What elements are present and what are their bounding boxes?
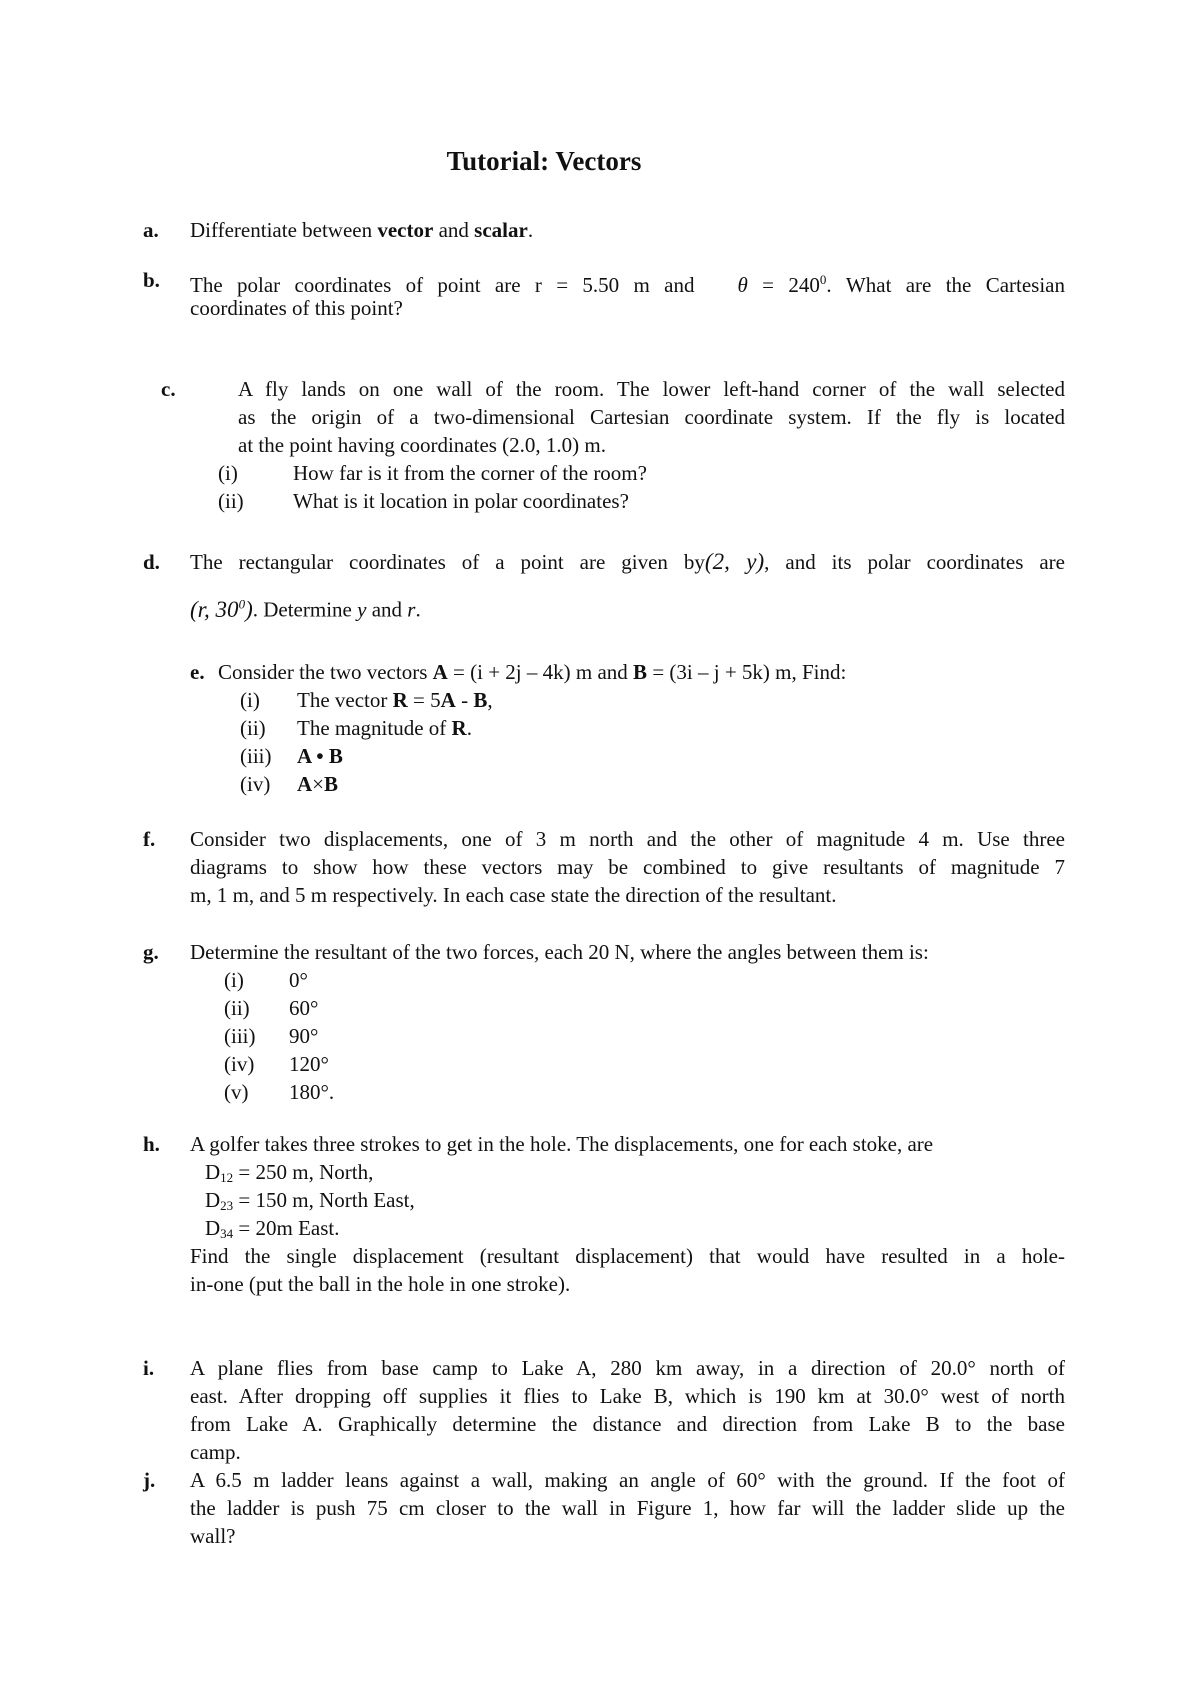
question-text-line: Consider two displacements, one of 3 m north and the other of magnitude 4 m. Use three	[190, 827, 1065, 851]
question-j	[0, 1466, 1200, 1556]
question-text-line: east. After dropping off supplies it flies to Lake B, which is 190 km at 30.0° west of north	[190, 1384, 1065, 1408]
question-label: j.	[143, 1468, 156, 1492]
sub-question-text: What is it location in polar coordinates?	[293, 489, 629, 513]
question-h	[0, 1130, 1200, 1300]
question-text-line: m, 1 m, and 5 m respectively. In each case state the direction of the resultant.	[190, 883, 837, 907]
question-text-line: wall?	[190, 1524, 236, 1548]
question-text-line: A 6.5 m ladder leans against a wall, making an angle of 60° with the ground. If the foot of	[190, 1468, 1065, 1492]
sub-question-text: How far is it from the corner of the room?	[293, 461, 647, 485]
question-label: b.	[143, 268, 160, 292]
question-text-line: A golfer takes three strokes to get in the hole. The displacements, one for each stoke, are	[190, 1132, 934, 1156]
sub-question-number: (i)	[218, 461, 238, 485]
question-text-line: Determine the resultant of the two forces, each 20 N, where the angles between them is:	[190, 940, 929, 964]
question-text-line: as the origin of a two-dimensional Cartesian coordinate system. If the fly is located	[238, 405, 1065, 429]
sub-question-number: (iii)	[224, 1024, 256, 1048]
displacement-line: $D_{12} = 250$ m, North,	[205, 1160, 374, 1185]
question-text-line: The rectangular coordinates of a point are given by(2, y), and its polar coordinates are	[190, 549, 1065, 574]
question-text-line: in-one (put the ball in the hole in one stroke).	[190, 1272, 571, 1296]
math-expression: (2, y)	[704, 549, 765, 574]
question-text-line: (r, $30^0$). Determine y and r.	[190, 596, 421, 622]
question-label: g.	[143, 940, 159, 964]
question-text: Differentiate between vector and scalar.	[190, 218, 534, 242]
question-text-line: A fly lands on one wall of the room. The lower left-hand corner of the wall selected	[238, 377, 1065, 401]
question-text-line: the ladder is push 75 cm closer to the wall in Figure 1, how far will the ladder slide up the	[190, 1496, 1065, 1520]
sub-question-text: The magnitude of R.	[297, 716, 472, 740]
sub-question-text: 120°	[289, 1052, 329, 1076]
question-f	[0, 825, 1200, 915]
question-label: e.	[190, 660, 205, 684]
question-text-line: The polar coordinates of point are r = 5.50 m and $\theta = 240^0$. What are the Cartesian	[190, 272, 1066, 297]
question-text-line: at the point having coordinates (2.0, 1.0) m.	[238, 433, 607, 457]
sub-question-number: (ii)	[218, 489, 244, 513]
question-text-line: from Lake A. Graphically determine the distance and direction from Lake B to the base	[190, 1412, 1065, 1436]
sub-question-text: 180°.	[289, 1080, 335, 1104]
displacement-line: $D_{34} = 20m$ East.	[205, 1216, 340, 1241]
question-label: f.	[143, 827, 156, 851]
sub-question-text: 0°	[289, 968, 308, 992]
sub-question-number: (iii)	[240, 744, 272, 768]
question-text-line: camp.	[190, 1440, 241, 1464]
sub-question-text: A • B	[297, 744, 343, 768]
sub-question-text: The vector R = 5A - B,	[297, 688, 493, 712]
sub-question-text: A×B	[297, 772, 339, 796]
question-label: a.	[143, 218, 159, 242]
sub-question-number: (i)	[224, 968, 244, 992]
question-label: d.	[143, 550, 160, 574]
question-text-line: coordinates of this point?	[190, 296, 403, 320]
sub-question-text: 90°	[289, 1024, 319, 1048]
question-d	[0, 548, 1200, 628]
sub-question-number: (v)	[224, 1080, 249, 1104]
sub-question-number: (iv)	[224, 1052, 255, 1076]
sub-question-number: (iv)	[240, 772, 271, 796]
sub-question-text: 60°	[289, 996, 319, 1020]
question-label: i.	[143, 1356, 155, 1380]
question-text-line: diagrams to show how these vectors may be combined to give resultants of magnitude 7	[190, 855, 1065, 879]
question-b	[0, 266, 1200, 326]
sub-question-number: (i)	[240, 688, 260, 712]
sub-question-number: (ii)	[240, 716, 266, 740]
displacement-line: $D_{23} = 150$ m, North East,	[205, 1188, 415, 1213]
question-label: h.	[143, 1132, 160, 1156]
question-label: c.	[161, 377, 176, 401]
question-text-line: Find the single displacement (resultant displacement) that would have resulted in a hole-	[190, 1244, 1065, 1268]
page-title: Tutorial: Vectors	[446, 146, 642, 176]
question-g	[0, 938, 1200, 1108]
question-c	[0, 375, 1200, 515]
math-expression: (r, $30^0$)	[190, 596, 253, 622]
question-e	[0, 658, 1200, 808]
question-text-line: A plane flies from base camp to Lake A, 280 km away, in a direction of 20.0° north of	[190, 1356, 1065, 1380]
question-a	[0, 216, 1200, 246]
sub-question-number: (ii)	[224, 996, 250, 1020]
question-text-line: Consider the two vectors A = (i + 2j – 4k) m and B = (3i – j + 5k) m, Find:	[218, 660, 847, 684]
question-i	[0, 1354, 1200, 1474]
